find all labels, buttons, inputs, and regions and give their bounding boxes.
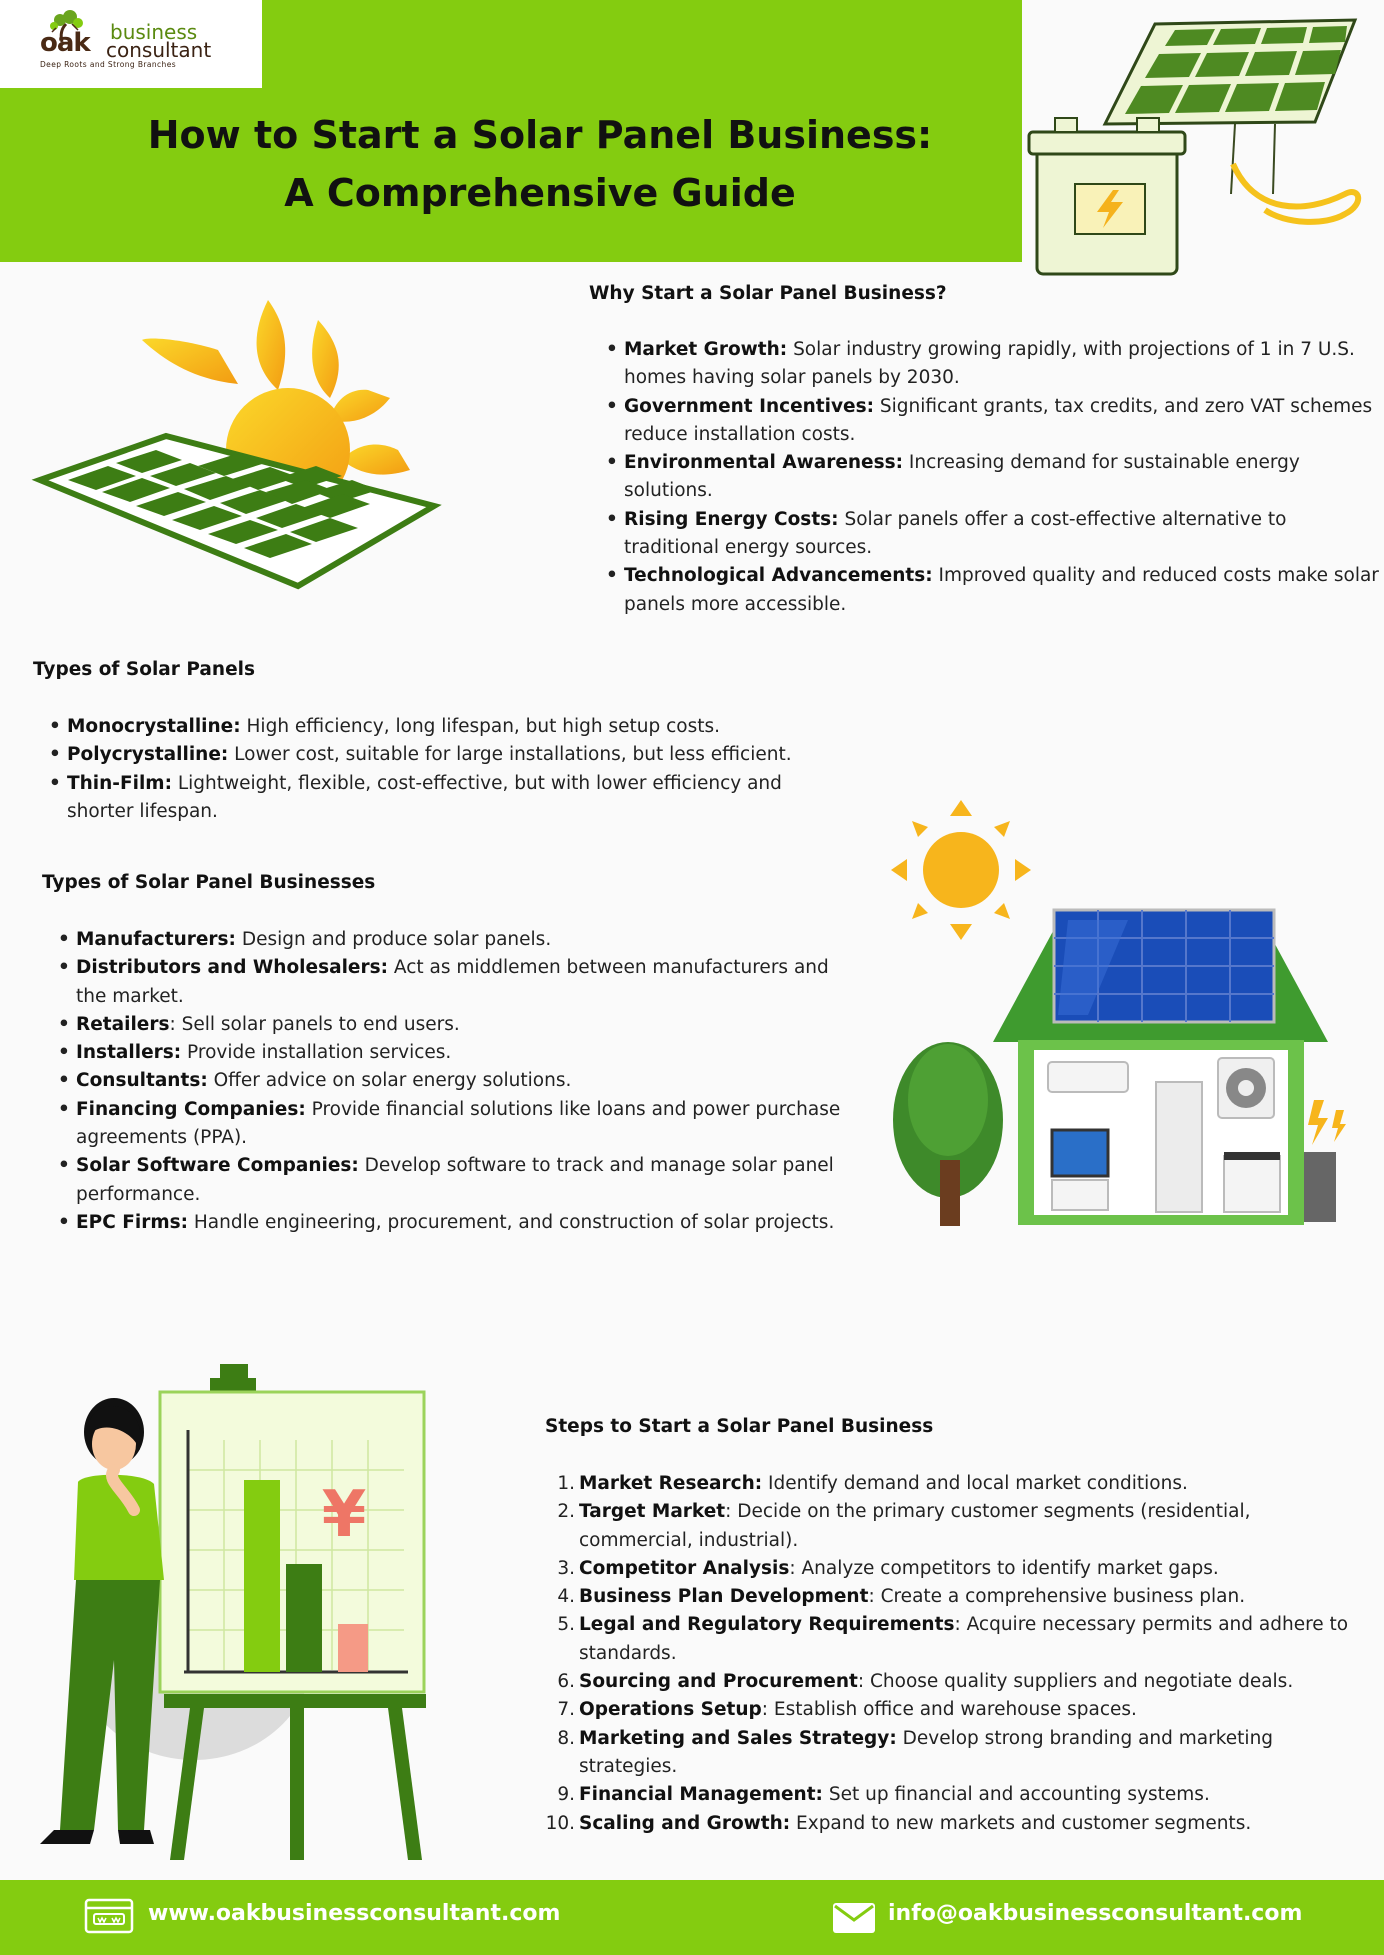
woman-chart-illustration: [14, 1360, 434, 1865]
item-text: : Establish office and warehouse spaces.: [761, 1699, 1137, 1721]
business-types-list: [76, 926, 856, 1237]
item-text: Increasing demand for sustainable energy solutions.: [624, 452, 1300, 502]
steps-heading: Steps to Start a Solar Panel Business: [545, 1416, 934, 1437]
solar-battery-illustration: [1025, 14, 1365, 284]
list-item: [624, 393, 1382, 450]
step-item: [557, 1583, 1359, 1611]
logo-wordmark: oak: [40, 28, 90, 58]
step-item: [557, 1611, 1359, 1668]
list-item: [67, 713, 847, 741]
item-text: : Sell solar panels to end users.: [169, 1013, 460, 1035]
item-text: Handle engineering, procurement, and construction of solar projects.: [188, 1211, 835, 1233]
step-item: [545, 1810, 1359, 1838]
item-term: Technological Advancements:: [624, 565, 933, 587]
page-title: [60, 106, 1020, 222]
item-term: Solar Software Companies:: [76, 1155, 359, 1177]
list-item: [67, 770, 847, 827]
step-number: 1.: [557, 1473, 575, 1494]
item-term: Competitor Analysis: [579, 1557, 790, 1579]
item-text: Develop software to track and manage solar panel performance.: [76, 1155, 834, 1205]
step-number: 5.: [557, 1614, 575, 1636]
item-term: Legal and Regulatory Requirements: [579, 1614, 955, 1636]
website-icon: [84, 1898, 134, 1934]
item-text: : Decide on the primary customer segments (residential, commercial, industrial).: [579, 1501, 1251, 1551]
item-term: Government Incentives:: [624, 395, 875, 417]
item-term: Retailers: [76, 1013, 170, 1035]
item-term: Scaling and Growth:: [579, 1812, 791, 1834]
item-text: Solar industry growing rapidly, with projections of 1 in 7 U.S. homes having solar panels by 2030.: [624, 339, 1355, 389]
logo-word-business: business: [110, 20, 198, 44]
list-item: [624, 449, 1382, 506]
item-term: Market Growth:: [624, 339, 788, 360]
step-number: 2.: [557, 1501, 575, 1523]
step-item: [557, 1781, 1359, 1809]
item-term: Operations Setup: [579, 1699, 762, 1721]
list-item: [624, 562, 1382, 619]
step-number: 3.: [557, 1557, 575, 1579]
why-list: [624, 336, 1382, 619]
list-item: [76, 1067, 856, 1095]
item-term: Market Research:: [579, 1473, 763, 1494]
item-term: Rising Energy Costs:: [624, 508, 839, 530]
business-types-heading: Types of Solar Panel Businesses: [42, 872, 376, 893]
list-item: [76, 954, 856, 1011]
step-item: [557, 1696, 1359, 1724]
item-text: Develop strong branding and marketing strategies.: [579, 1727, 1274, 1777]
step-item: [557, 1725, 1359, 1782]
item-term: Business Plan Development: [579, 1586, 869, 1608]
list-item: [76, 1039, 856, 1067]
item-text: Act as middlemen between manufacturers and the market.: [76, 957, 829, 1007]
item-term: EPC Firms:: [76, 1211, 189, 1233]
logo-tagline: Deep Roots and Strong Branches: [40, 60, 177, 69]
item-text: : Create a comprehensive business plan.: [868, 1586, 1246, 1608]
item-term: Monocrystalline:: [67, 716, 241, 737]
step-number: 4.: [557, 1586, 575, 1608]
email-link[interactable]: info@oakbusinessconsultant.com: [888, 1901, 1303, 1926]
list-item: [624, 336, 1382, 393]
step-item: [557, 1555, 1359, 1583]
item-text: : Acquire necessary permits and adhere to standards.: [579, 1614, 1349, 1664]
item-term: Target Market: [579, 1501, 726, 1523]
item-text: Lower cost, suitable for large installations, but less efficient.: [228, 744, 792, 766]
panel-types-heading: Types of Solar Panels: [33, 659, 255, 680]
item-text: Provide installation services.: [181, 1042, 452, 1064]
item-text: High efficiency, long lifespan, but high setup costs.: [240, 716, 721, 737]
item-text: Solar panels offer a cost-effective alternative to traditional energy sources.: [624, 508, 1287, 559]
step-item: [557, 1470, 1359, 1498]
list-item: [76, 1152, 856, 1209]
step-number: 8.: [557, 1727, 575, 1749]
item-text: Identify demand and local market conditions.: [762, 1473, 1188, 1494]
list-item: [76, 1209, 856, 1237]
step-number: 10.: [545, 1812, 575, 1834]
item-text: Lightweight, flexible, cost-effective, but with lower efficiency and shorter lifespan.: [67, 772, 782, 822]
item-term: Distributors and Wholesalers:: [76, 957, 388, 979]
item-term: Financial Management:: [579, 1784, 823, 1806]
chart-yen-sign: ¥: [321, 1478, 367, 1552]
item-term: Consultants:: [76, 1070, 208, 1092]
step-number: 9.: [557, 1784, 575, 1806]
solar-house-illustration: [888, 800, 1348, 1230]
item-text: Provide financial solutions like loans and power purchase agreements (PPA).: [76, 1098, 841, 1149]
sun-solar-panel-illustration: [38, 280, 488, 590]
step-number: 7.: [557, 1699, 575, 1721]
item-term: Marketing and Sales Strategy:: [579, 1727, 897, 1749]
item-term: Sourcing and Procurement: [579, 1671, 858, 1693]
item-text: Improved quality and reduced costs make solar panels more accessible.: [624, 565, 1379, 615]
panel-types-list: [67, 713, 847, 826]
item-text: : Analyze competitors to identify market gaps.: [789, 1557, 1219, 1579]
item-text: Significant grants, tax credits, and zero VAT schemes reduce installation costs.: [624, 395, 1373, 445]
step-item: [557, 1498, 1359, 1555]
item-term: Thin-Film:: [67, 772, 172, 794]
list-item: [67, 741, 847, 769]
website-link[interactable]: www.oakbusinessconsultant.com: [148, 1901, 561, 1926]
item-term: Financing Companies:: [76, 1098, 306, 1120]
step-item: [557, 1668, 1359, 1696]
item-term: Installers:: [76, 1042, 182, 1064]
mail-icon: [832, 1902, 876, 1934]
item-text: : Choose quality suppliers and negotiate deals.: [857, 1671, 1294, 1693]
list-item: [76, 1011, 856, 1039]
list-item: [76, 1096, 856, 1153]
list-item: [76, 926, 856, 954]
step-number: 6.: [557, 1671, 575, 1693]
logo-word-consultant: consultant: [106, 38, 212, 62]
item-text: Expand to new markets and customer segments.: [790, 1812, 1252, 1834]
item-text: Offer advice on solar energy solutions.: [207, 1070, 572, 1092]
list-item: [624, 506, 1382, 563]
page-title-line-1: How to Start a Solar Panel Business:: [147, 113, 933, 157]
item-term: Environmental Awareness:: [624, 452, 904, 474]
page-title-line-2: A Comprehensive Guide: [284, 171, 796, 215]
why-heading: Why Start a Solar Panel Business?: [589, 283, 947, 304]
steps-list: [545, 1470, 1359, 1838]
item-text: Set up financial and accounting systems.: [822, 1784, 1210, 1806]
item-term: Manufacturers:: [76, 929, 236, 950]
item-text: Design and produce solar panels.: [235, 929, 552, 950]
item-term: Polycrystalline:: [67, 744, 229, 766]
